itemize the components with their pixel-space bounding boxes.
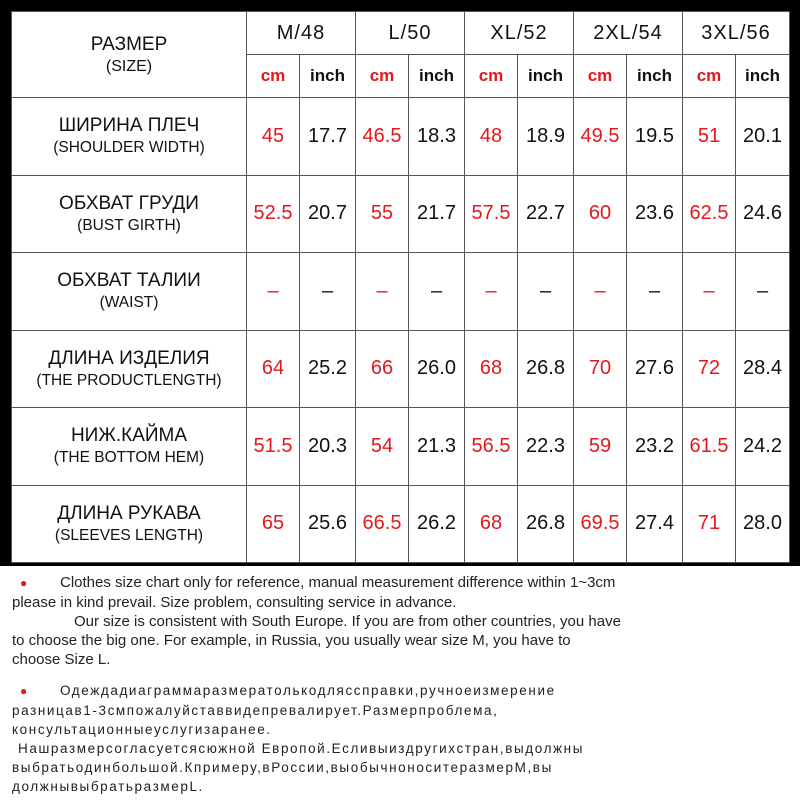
value-inch-cell: 27.4 [627,485,683,563]
value-cm-cell: 56.5 [465,408,518,486]
size-label: XL/52 [465,12,574,55]
measurement-label-cell [12,175,247,253]
measurement-name-ru: ДЛИНА РУКАВА [57,502,201,524]
note-english [12,573,792,669]
measurement-row [12,330,790,408]
value-inch-cell: 20.1 [736,98,790,176]
value-inch-cell: 17.7 [300,98,356,176]
value-cm-cell: 66 [356,330,409,408]
measurement-name-en: (SLEEVES LENGTH) [54,526,204,544]
unit-inch-label: inch [518,55,574,98]
unit-inch-label: inch [300,55,356,98]
unit-cm-label: cm [247,55,300,98]
value-inch-cell: 19.5 [627,98,683,176]
unit-inch-label: inch [627,55,683,98]
value-inch-cell: 21.3 [409,408,465,486]
size-header-cell [12,12,247,98]
value-inch-cell: 26.2 [409,485,465,563]
note-ru-line: должнывыбратьразмерL. [12,779,204,794]
measurement-row [12,175,790,253]
bullet-icon: ● [20,576,28,590]
value-cm-cell: – [683,253,736,331]
notes-section [12,573,792,796]
value-inch-cell: 22.7 [518,175,574,253]
value-cm-cell: 46.5 [356,98,409,176]
bullet-icon: ● [20,684,29,698]
value-inch-cell: 25.2 [300,330,356,408]
unit-inch-label: inch [736,55,790,98]
value-cm-cell: 65 [247,485,300,563]
measurement-row [12,98,790,176]
value-cm-cell: 45 [247,98,300,176]
note-ru-line: консультационныеуслугизаранее. [12,722,272,737]
measurement-row [12,253,790,331]
measurement-label-cell [12,408,247,486]
unit-cm-label: cm [356,55,409,98]
value-inch-cell: 20.3 [300,408,356,486]
measurement-row [12,485,790,563]
measurement-label-cell [12,98,247,176]
value-cm-cell: – [465,253,518,331]
value-cm-cell: 54 [356,408,409,486]
measurement-name-ru: ОБХВАТ ГРУДИ [59,192,199,214]
size-label: M/48 [247,12,356,55]
value-inch-cell: 18.9 [518,98,574,176]
value-cm-cell: 69.5 [574,485,627,563]
value-inch-cell: – [300,253,356,331]
value-cm-cell: 70 [574,330,627,408]
measurement-name-en: (THE BOTTOM HEM) [53,449,205,467]
note-en-line: choose Size L. [12,651,111,668]
value-inch-cell: 21.7 [409,175,465,253]
unit-inch-label: inch [409,55,465,98]
value-cm-cell: 51.5 [247,408,300,486]
measurement-name-en: (WAIST) [99,294,159,312]
size-label: 3XL/56 [683,12,790,55]
value-cm-cell: 61.5 [683,408,736,486]
note-en-line: please in kind prevail. Size problem, consulting service in advance. [12,594,457,611]
value-cm-cell: – [574,253,627,331]
size-chart-table [11,11,790,563]
value-inch-cell: 26.0 [409,330,465,408]
value-cm-cell: 68 [465,330,518,408]
value-inch-cell: 26.8 [518,330,574,408]
value-inch-cell: 23.2 [627,408,683,486]
measurement-name-en: (THE PRODUCTLENGTH) [36,371,222,389]
value-cm-cell: 64 [247,330,300,408]
value-inch-cell: – [409,253,465,331]
value-inch-cell: 22.3 [518,408,574,486]
value-cm-cell: – [356,253,409,331]
measurement-name-en: (BUST GIRTH) [77,216,181,234]
value-cm-cell: 52.5 [247,175,300,253]
unit-cm-label: cm [574,55,627,98]
measurement-name-ru: ОБХВАТ ТАЛИИ [57,270,201,292]
value-inch-cell: – [518,253,574,331]
note-ru-line: выбратьодинбольшой.Кпримеру,вРоссии,выобычноноситеразмерM,вы [12,760,553,775]
value-cm-cell: 55 [356,175,409,253]
value-cm-cell: 68 [465,485,518,563]
value-inch-cell: 28.0 [736,485,790,563]
value-cm-cell: 51 [683,98,736,176]
value-inch-cell: 25.6 [300,485,356,563]
measurement-label-cell [12,253,247,331]
note-en-line: Clothes size chart only for reference, manual measurement difference within 1~3cm [60,574,616,591]
value-cm-cell: 49.5 [574,98,627,176]
value-inch-cell: 23.6 [627,175,683,253]
value-inch-cell: 27.6 [627,330,683,408]
note-ru-line: Нашразмерсогласуетсясюжной Европой.Есливыиздругихстран,выдолжны [18,741,585,756]
measurement-name-ru: НИЖ.КАЙМА [70,425,188,447]
value-cm-cell: – [247,253,300,331]
value-inch-cell: – [627,253,683,331]
measurement-name-ru: ШИРИНА ПЛЕЧ [58,115,200,137]
value-inch-cell: 20.7 [300,175,356,253]
value-cm-cell: 72 [683,330,736,408]
size-label: 2XL/54 [574,12,683,55]
size-header-en: (SIZE) [105,57,153,75]
value-cm-cell: 71 [683,485,736,563]
value-inch-cell: 18.3 [409,98,465,176]
value-cm-cell: 48 [465,98,518,176]
measurement-label-cell [12,485,247,563]
size-label: L/50 [356,12,465,55]
note-ru-line: Одеждадиаграммаразмератолькодляссправки,ручноеизмерение [60,683,556,698]
value-inch-cell: 24.2 [736,408,790,486]
value-cm-cell: 60 [574,175,627,253]
measurement-name-en: (SHOULDER WIDTH) [53,139,205,157]
value-cm-cell: 57.5 [465,175,518,253]
measurement-row [12,408,790,486]
value-inch-cell: 26.8 [518,485,574,563]
unit-cm-label: cm [465,55,518,98]
note-en-line: Our size is consistent with South Europe. If you are from other countries, you have [74,613,621,630]
unit-cm-label: cm [683,55,736,98]
note-russian [12,681,792,796]
note-ru-line: разницав1-3смпожалуйставвидепревалирует.Размерпроблема, [12,703,499,718]
note-en-line: to choose the big one. For example, in Russia, you usually wear size M, you have to [12,632,571,649]
value-cm-cell: 66.5 [356,485,409,563]
size-header-ru: РАЗМЕР [90,33,168,55]
value-cm-cell: 62.5 [683,175,736,253]
value-inch-cell: – [736,253,790,331]
value-cm-cell: 59 [574,408,627,486]
measurement-label-cell [12,330,247,408]
measurement-name-ru: ДЛИНА ИЗДЕЛИЯ [48,347,210,369]
value-inch-cell: 24.6 [736,175,790,253]
value-inch-cell: 28.4 [736,330,790,408]
